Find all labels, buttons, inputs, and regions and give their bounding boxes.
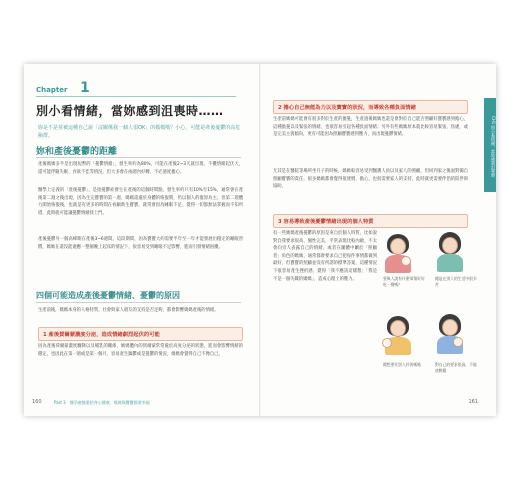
baby-icon [453, 337, 463, 347]
page-number: 161 [468, 399, 478, 405]
body-paragraph: 產後媽媽多半是出現短暫的「憂鬱情緒」，發生率約為80%，可能在產後2~3天就出現，不擾情緒起伏大，還可能伴隨失眠、食欲不佳等情況，但大多會在兩週內好轉，不必過度擔心。 [38, 162, 243, 175]
body-paragraph: 因為產後荷爾蒙濃度驟降以及哺乳的關係，媽媽體內的賀爾蒙常常處於高度分泌的狀態，進而會影響情緒的穩定，也因此在第一週或是第一個月，容易產生躁鬱或是憂鬱的情況，媽媽會覺得自己不像自己。 [38, 344, 243, 357]
page-number: 160 [32, 399, 42, 405]
section-divider [36, 157, 241, 158]
shirt-shape [437, 254, 463, 272]
right-page [261, 64, 496, 416]
body-paragraph: 生產前後，媽媽本身的人格特質、社會與家人朋友的支持是否足夠，都會影響媽媽產後的情緒。 [38, 308, 219, 313]
mother-face-icon [390, 238, 406, 255]
baby-icon [382, 338, 392, 348]
section-heading-causes: 四個可能造成產後憂鬱情緒、憂鬱的原因 [36, 291, 180, 300]
mother-face-icon [390, 320, 406, 337]
body-paragraph: 醫學上定義的「產後憂鬱」，是指憂鬱症發生在產後的這個時間點，發生率約只有10%至15%，通常會在產後第二週之後出現，因為生完寶寶的第一週，媽媽還處於身體的恢復期，仍以個人的復原為主；但第二週體力開始恢復後，也就是有更多的時間在看顧新生寶寶，就常會因為睡眠不足、覺得一切都無法掌握而不知所措，此時就可能讓憂鬱情緒找上門。 [38, 188, 243, 216]
mothers-illustration [381, 230, 481, 402]
body-paragraph: 生產前媽媽可能會有很多對於生產的擔憂，生產過後媽媽也還是會對於自己能否照顧好寶寶感到擔心，這種擔憂以及緊張的情緒，也很容易引起各種負面情緒；另外有些媽媽原本就比較容易緊張、焦慮，或是完美主義傾向，更有可能因為照顧寶寶感到壓力，而出現憂鬱情緒。 [273, 117, 468, 138]
illustration-caption: 總是在別人的生活中很辛苦 [435, 276, 477, 287]
running-footer: Part 3 懷孕產後重拾身心健康，媽媽與寶寶都要幸福 [54, 400, 150, 405]
baby-icon [401, 256, 411, 266]
page-title: 別小看情緒，當妳感到沮喪時…… [36, 104, 224, 118]
illustration-caption: 要與人說有什麼事情好好吃一餐嗎？ [383, 276, 425, 287]
body-paragraph: 有一些媽媽產後憂鬱的原因是來自於個人特質，比如說對自我要求很高、個性完美、平常表現比較內斂、不太會向旁人表露自己的情緒、或者在團體中屬於「照顧者」角色的媽媽，通常都會要求自己把每件事情都做到最好，但寶寶的照顧並沒有所謂的標準答案，這種情況下很容易產生挫折感，覺得「我不應該這樣想」「我是不是一個失職的媽媽」，造成心理上的壓力。 [273, 231, 377, 282]
subheading-worry: 2 擔心自己無能為力以及寶寶的狀況，而導致各種負面情緒 [273, 100, 468, 114]
book-spread [24, 64, 496, 416]
section-heading-distance: 妳和產後憂鬱的距離 [36, 147, 118, 157]
mother-face-icon [442, 319, 458, 336]
chapter-number: 1 [80, 80, 90, 96]
section-divider [36, 302, 241, 303]
illustration-caption: 總想要比別人好的媽媽 [383, 362, 421, 367]
body-paragraph: 產後憂鬱另一個高峰期在產後3~6週間，這段期間，因為寶寶大約需要半年至一年才能發展出穩定的睡眠習慣，媽媽在還沒能適應一整個晚上起床的情況下，很容易受到睡眠不足影響，進而引發情緒困擾。 [38, 237, 243, 250]
chapter-label: Chapter [36, 86, 68, 94]
subheading-traits: 3 容易導致產後憂鬱情緒出現的個人特質 [273, 214, 468, 228]
chapter-side-tab: CH1 別小看情緒，當妳感到沮喪時 [484, 98, 496, 192]
chapter-divider [36, 96, 236, 97]
illustration-caption: 對自己的要求很高，不能放輕鬆 [435, 362, 477, 373]
left-page [24, 64, 259, 416]
intro-text: 妳是不是常被這種自己說「沒關係我一個人很OK」的媽媽嗎？小心，可能是產後憂鬱的高危險群。 [38, 125, 241, 139]
subheading-hormone: 1 產後賀爾蒙濃度分泌，造成情緒劇烈起伏的可能 [38, 327, 243, 341]
mother-face-icon [442, 237, 458, 254]
body-paragraph: 尤其是在醫院等場所坐月子的時候，媽媽較容易受到醫護人員以及家人的照顧，但回到家之後面對獨自照顧寶寶的責任，很多媽媽都會覺得很迷惘、擔心，也很需要家人的支持，此時就更需要伴侶的陪伴與協助。 [273, 169, 468, 190]
